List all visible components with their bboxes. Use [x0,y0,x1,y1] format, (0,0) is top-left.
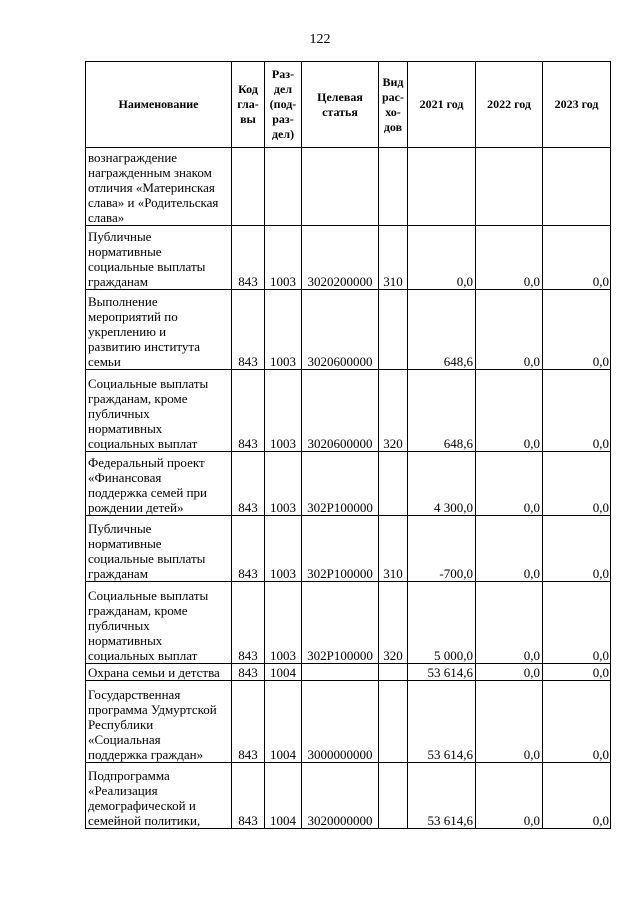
row-kod-glavy [232,148,265,226]
budget-table [85,61,611,829]
row-value-2023: 0,0 [543,226,611,290]
row-name: Подпрограмма «Реализация демографической и семейной политики, [86,763,232,829]
row-celevaya-statya: 3020600000 [302,290,379,370]
row-value-2022: 0,0 [476,582,543,664]
table-row [86,148,611,226]
row-value-2021: 648,6 [408,290,476,370]
row-vid-rashodov [379,290,408,370]
row-value-2022: 0,0 [476,664,543,681]
header-razdel: Раз- дел (под- раз- дел) [265,62,302,148]
row-value-2021: 53 614,6 [408,681,476,763]
row-celevaya-statya [302,148,379,226]
row-value-2023: 0,0 [543,452,611,516]
row-razdel: 1003 [265,452,302,516]
row-razdel: 1003 [265,582,302,664]
table-row [86,370,611,452]
row-celevaya-statya: 3000000000 [302,681,379,763]
row-razdel: 1003 [265,226,302,290]
row-vid-rashodov [379,148,408,226]
row-value-2021: 5 000,0 [408,582,476,664]
header-name: Наименование [86,62,232,148]
table-row [86,664,611,681]
row-value-2022: 0,0 [476,290,543,370]
row-value-2021: -700,0 [408,516,476,582]
row-name: Публичные нормативные социальные выплаты гражданам [86,226,232,290]
header-celevaya-statya: Целевая статья [302,62,379,148]
table-row [86,763,611,829]
row-name: вознаграждение награжденным знаком отличия «Материнская слава» и «Родительская слава» [86,148,232,226]
row-razdel: 1003 [265,290,302,370]
row-value-2023: 0,0 [543,290,611,370]
header-vid-rashodov: Вид рас- хо- дов [379,62,408,148]
row-value-2021: 53 614,6 [408,664,476,681]
row-kod-glavy: 843 [232,452,265,516]
row-celevaya-statya [302,664,379,681]
row-name: Государственная программа Удмуртской Республики «Социальная поддержка граждан» [86,681,232,763]
row-kod-glavy: 843 [232,370,265,452]
row-value-2023: 0,0 [543,681,611,763]
row-vid-rashodov [379,664,408,681]
row-razdel [265,148,302,226]
row-celevaya-statya: 3020200000 [302,226,379,290]
table-row [86,452,611,516]
row-razdel: 1004 [265,681,302,763]
table-row [86,681,611,763]
row-value-2021: 0,0 [408,226,476,290]
row-vid-rashodov: 310 [379,516,408,582]
row-value-2023: 0,0 [543,664,611,681]
row-celevaya-statya: 302P100000 [302,516,379,582]
row-vid-rashodov: 310 [379,226,408,290]
header-2022: 2022 год [476,62,543,148]
row-vid-rashodov: 320 [379,582,408,664]
row-celevaya-statya: 3020000000 [302,763,379,829]
row-vid-rashodov [379,681,408,763]
table-row [86,516,611,582]
row-kod-glavy: 843 [232,582,265,664]
header-2023: 2023 год [543,62,611,148]
row-razdel: 1004 [265,763,302,829]
page-number: 122 [309,32,331,47]
row-kod-glavy: 843 [232,226,265,290]
row-kod-glavy: 843 [232,664,265,681]
row-value-2022: 0,0 [476,516,543,582]
row-name: Охрана семьи и детства [86,664,232,681]
header-kod-glavy: Код гла- вы [232,62,265,148]
row-value-2023: 0,0 [543,516,611,582]
row-razdel: 1003 [265,516,302,582]
table-row [86,290,611,370]
row-value-2021: 4 300,0 [408,452,476,516]
row-kod-glavy: 843 [232,681,265,763]
row-value-2023: 0,0 [543,370,611,452]
row-value-2023 [543,148,611,226]
row-kod-glavy: 843 [232,516,265,582]
row-razdel: 1004 [265,664,302,681]
row-celevaya-statya: 3020600000 [302,370,379,452]
row-value-2021 [408,148,476,226]
row-value-2023: 0,0 [543,763,611,829]
row-kod-glavy: 843 [232,290,265,370]
row-value-2022: 0,0 [476,370,543,452]
row-value-2021: 648,6 [408,370,476,452]
row-vid-rashodov [379,763,408,829]
table-row [86,226,611,290]
row-vid-rashodov: 320 [379,370,408,452]
row-value-2023: 0,0 [543,582,611,664]
row-name: Публичные нормативные социальные выплаты гражданам [86,516,232,582]
row-name: Выполнение мероприятий по укреплению и развитию института семьи [86,290,232,370]
row-value-2021: 53 614,6 [408,763,476,829]
row-value-2022 [476,148,543,226]
row-vid-rashodov [379,452,408,516]
row-razdel: 1003 [265,370,302,452]
row-value-2022: 0,0 [476,226,543,290]
row-name: Социальные выплаты гражданам, кроме публичных нормативных социальных выплат [86,370,232,452]
row-name: Федеральный проект «Финансовая поддержка семей при рождении детей» [86,452,232,516]
header-2021: 2021 год [408,62,476,148]
row-value-2022: 0,0 [476,681,543,763]
row-name: Социальные выплаты гражданам, кроме публичных нормативных социальных выплат [86,582,232,664]
row-kod-glavy: 843 [232,763,265,829]
row-celevaya-statya: 302P100000 [302,582,379,664]
table-header-row [86,62,611,148]
row-value-2022: 0,0 [476,452,543,516]
table-row [86,582,611,664]
row-celevaya-statya: 302P100000 [302,452,379,516]
row-value-2022: 0,0 [476,763,543,829]
